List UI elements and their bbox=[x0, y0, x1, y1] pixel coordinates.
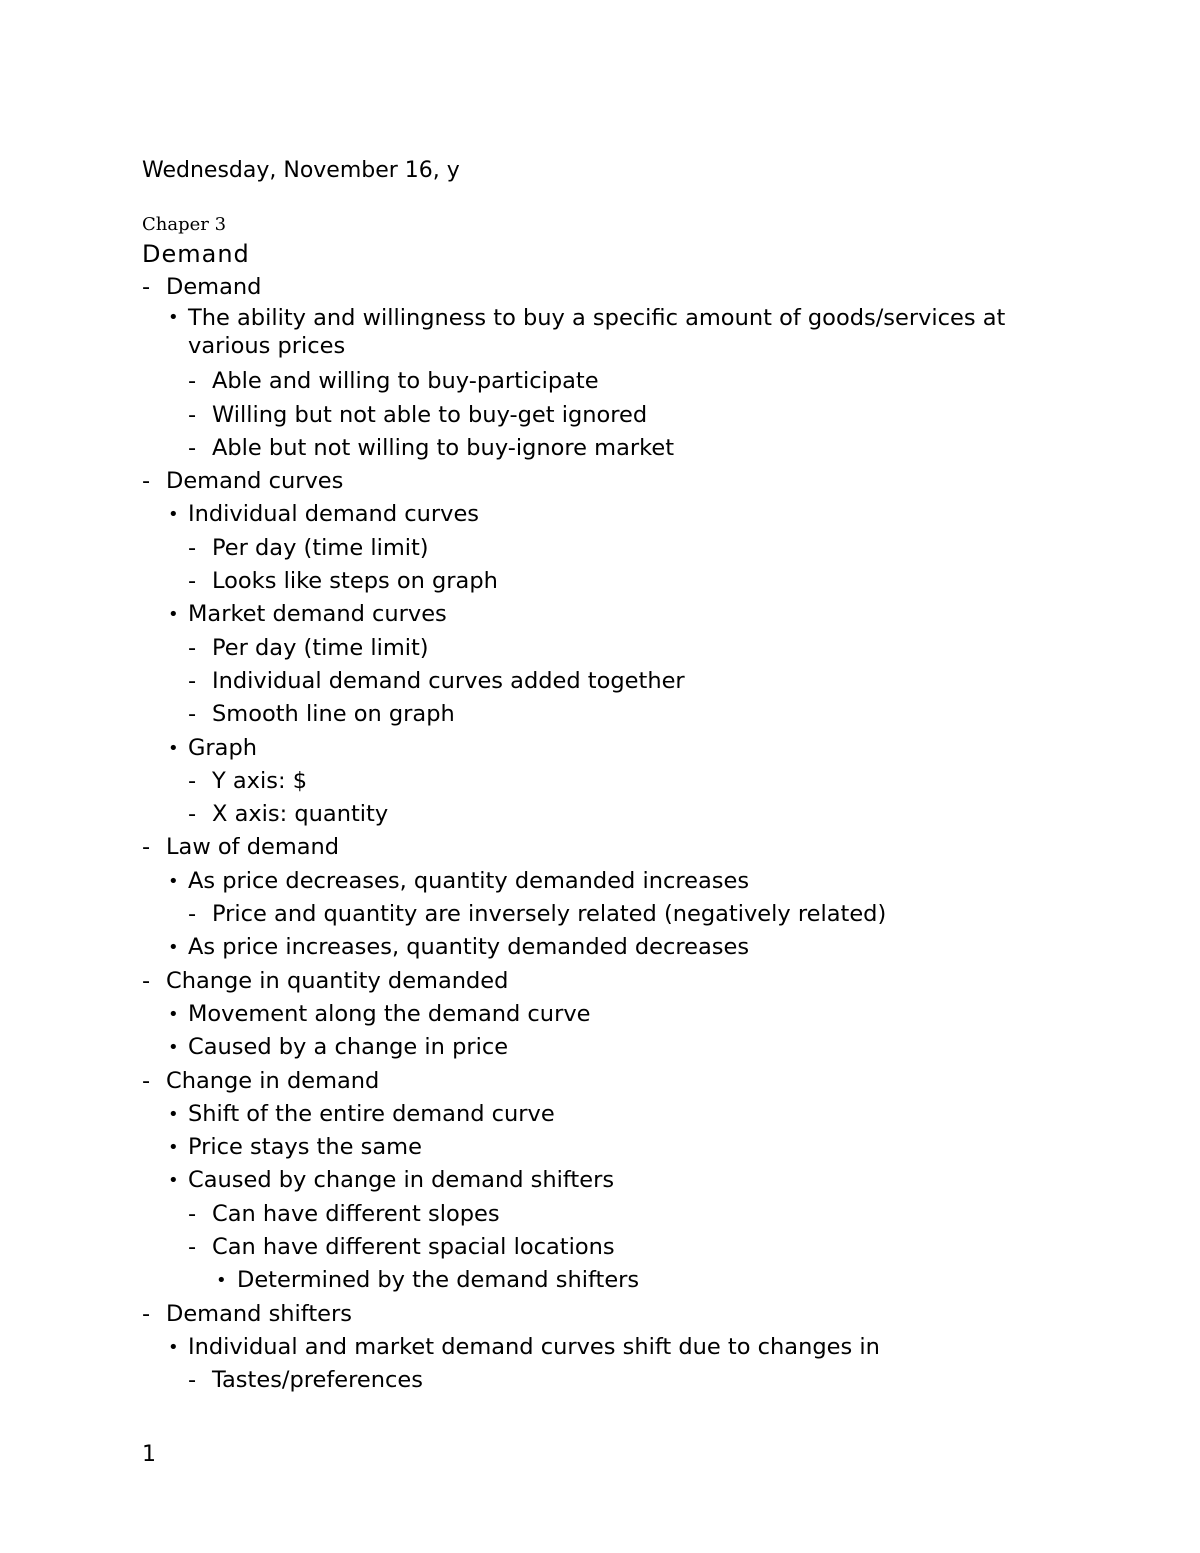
section-heading: Demand bbox=[142, 240, 250, 268]
outline-item-text: Demand curves bbox=[166, 468, 344, 495]
outline-item bbox=[0, 798, 1200, 831]
bullet-marker: • bbox=[168, 604, 179, 626]
bullet-marker: • bbox=[168, 1170, 179, 1192]
outline-item bbox=[0, 665, 1200, 698]
outline-item bbox=[0, 365, 1200, 398]
bullet-marker: • bbox=[168, 307, 179, 329]
dash-marker: - bbox=[142, 967, 151, 994]
outline-item bbox=[0, 1198, 1200, 1231]
outline-item bbox=[0, 898, 1200, 931]
outline-item-text: Per day (time limit) bbox=[212, 634, 429, 661]
outline-item bbox=[0, 965, 1200, 998]
outline-item bbox=[0, 632, 1200, 665]
outline-item-text: As price decreases, quantity demanded increases bbox=[188, 867, 750, 894]
dash-marker: - bbox=[188, 1200, 197, 1227]
outline-item bbox=[0, 399, 1200, 432]
outline-item bbox=[0, 698, 1200, 731]
dash-marker: - bbox=[142, 274, 151, 300]
bullet-marker: • bbox=[168, 504, 179, 526]
outline-item-text: Determined by the demand shifters bbox=[237, 1267, 640, 1294]
bullet-marker: • bbox=[168, 1003, 179, 1025]
outline-item-text: Per day (time limit) bbox=[212, 534, 429, 561]
outline-item-text: Can have different spacial locations bbox=[212, 1234, 615, 1261]
outline-item bbox=[0, 998, 1200, 1031]
dash-marker: - bbox=[142, 1300, 151, 1327]
bullet-marker: • bbox=[168, 937, 179, 959]
outline-item-text: Caused by a change in price bbox=[188, 1034, 509, 1061]
bullet-marker: • bbox=[168, 1336, 179, 1358]
outline-item bbox=[0, 498, 1200, 531]
outline-item-text: Able and willing to buy-participate bbox=[212, 368, 599, 395]
outline-item-text: Movement along the demand curve bbox=[188, 1000, 591, 1027]
outline-item-text: Caused by change in demand shifters bbox=[188, 1167, 615, 1194]
outline-item-text: Looks like steps on graph bbox=[212, 568, 498, 595]
date-line: Wednesday, November 16, y bbox=[142, 158, 460, 183]
dash-marker: - bbox=[142, 468, 151, 495]
dash-marker: - bbox=[188, 434, 197, 461]
outline-item bbox=[0, 271, 1200, 304]
outline-item-text: Price stays the same bbox=[188, 1134, 422, 1161]
outline-item-text: Tastes/preferences bbox=[212, 1367, 423, 1394]
outline-item-text: X axis: quantity bbox=[212, 801, 389, 828]
outline-item bbox=[0, 865, 1200, 898]
outline-item bbox=[0, 1131, 1200, 1164]
outline-item-text: Y axis: $ bbox=[212, 767, 308, 794]
outline-item bbox=[0, 1231, 1200, 1264]
outline-item-text: Market demand curves bbox=[188, 601, 447, 628]
dash-marker: - bbox=[188, 801, 197, 828]
outline-item-text: Law of demand bbox=[166, 834, 340, 861]
outline-item bbox=[0, 1331, 1200, 1364]
outline-item-text: Can have different slopes bbox=[212, 1200, 500, 1227]
dash-marker: - bbox=[188, 1234, 197, 1261]
bullet-marker: • bbox=[168, 870, 179, 892]
outline-item-text: Willing but not able to buy-get ignored bbox=[212, 401, 648, 428]
dash-marker: - bbox=[142, 1067, 151, 1094]
outline-item bbox=[0, 598, 1200, 631]
dash-marker: - bbox=[188, 901, 197, 928]
dash-marker: - bbox=[188, 368, 197, 395]
dash-marker: - bbox=[188, 767, 197, 794]
bullet-marker: • bbox=[168, 737, 179, 759]
dash-marker: - bbox=[188, 701, 197, 728]
outline-item bbox=[0, 1164, 1200, 1197]
bullet-marker: • bbox=[168, 1137, 179, 1159]
outline-item bbox=[0, 304, 1200, 365]
outline-item bbox=[0, 532, 1200, 565]
outline-item-text: Able but not willing to buy-ignore market bbox=[212, 434, 675, 461]
outline-item-text: As price increases, quantity demanded decreases bbox=[188, 934, 750, 961]
outline-item-text: Demand bbox=[166, 274, 262, 300]
outline-item bbox=[0, 1065, 1200, 1098]
outline-item-text: Individual demand curves bbox=[188, 501, 480, 528]
dash-marker: - bbox=[188, 1367, 197, 1394]
outline-item bbox=[0, 1031, 1200, 1064]
outline-item-text: Individual demand curves added together bbox=[212, 667, 685, 694]
outline-item bbox=[0, 465, 1200, 498]
outline-item-text: The ability and willingness to buy a specific amount of goods/services at various prices bbox=[188, 305, 1006, 360]
outline-item bbox=[0, 1364, 1200, 1397]
page-number: 1 bbox=[142, 1442, 156, 1467]
bullet-marker: • bbox=[216, 1270, 227, 1292]
notes-outline bbox=[0, 271, 1200, 1398]
outline-item-text: Change in demand bbox=[166, 1067, 380, 1094]
dash-marker: - bbox=[188, 634, 197, 661]
bullet-marker: • bbox=[168, 1037, 179, 1059]
dash-marker: - bbox=[142, 834, 151, 861]
chapter-label: Chaper 3 bbox=[142, 214, 227, 235]
outline-item bbox=[0, 931, 1200, 964]
outline-item-text: Price and quantity are inversely related (negatively related) bbox=[212, 901, 887, 928]
outline-item-text: Smooth line on graph bbox=[212, 701, 455, 728]
outline-item bbox=[0, 432, 1200, 465]
outline-item bbox=[0, 1098, 1200, 1131]
dash-marker: - bbox=[188, 667, 197, 694]
dash-marker: - bbox=[188, 568, 197, 595]
outline-item-text: Shift of the entire demand curve bbox=[188, 1100, 555, 1127]
dash-marker: - bbox=[188, 401, 197, 428]
outline-item bbox=[0, 565, 1200, 598]
dash-marker: - bbox=[188, 534, 197, 561]
outline-item-text: Change in quantity demanded bbox=[166, 967, 509, 994]
outline-item bbox=[0, 1298, 1200, 1331]
outline-item-text: Demand shifters bbox=[166, 1300, 352, 1327]
outline-item bbox=[0, 732, 1200, 765]
bullet-marker: • bbox=[168, 1103, 179, 1125]
outline-item-text: Individual and market demand curves shift due to changes in bbox=[188, 1333, 880, 1360]
outline-item-text: Graph bbox=[188, 734, 258, 761]
outline-item bbox=[0, 765, 1200, 798]
outline-item bbox=[0, 1264, 1200, 1297]
outline-item bbox=[0, 831, 1200, 864]
